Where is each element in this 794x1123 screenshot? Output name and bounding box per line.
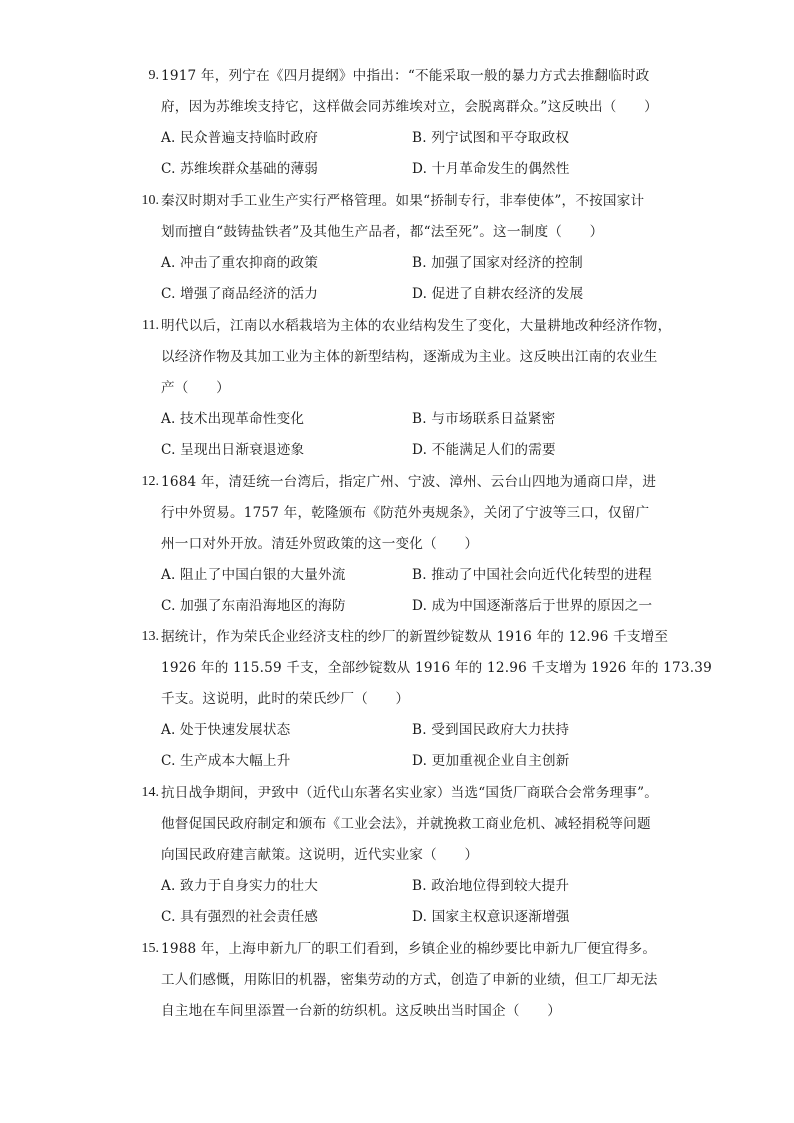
option-c: C. 增强了商品经济的活力: [161, 286, 319, 302]
option-a: A. 冲击了重农抑商的政策: [161, 255, 318, 271]
option-c: C. 加强了东南沿海地区的海防: [161, 598, 346, 614]
question-text-line: 工人们感慨，用陈旧的机器，密集劳动的方式，创造了申新的业绩，但工厂却无法: [161, 972, 658, 988]
question-number: 14.: [141, 785, 159, 800]
option-c: C. 苏维埃群众基础的薄弱: [161, 161, 319, 177]
option-a: A. 技术出现革命性变化: [161, 411, 305, 427]
question-text-line: 行中外贸易。1757 年，乾隆颁布《防范外夷规条》，关闭了宁波等三口，仅留广: [161, 505, 650, 521]
question-text-line: 1684 年，清廷统一台湾后，指定广州、宁波、漳州、云台山四地为通商口岸，进: [161, 474, 657, 490]
question-number: 9.: [148, 68, 159, 83]
option-d: D. 成为中国逐渐落后于世界的原因之一: [412, 598, 653, 614]
question-text-line: 以经济作物及其加工业为主体的新型结构，逐渐成为主业。这反映出江南的农业生: [161, 349, 658, 365]
question-number: 15.: [141, 941, 159, 956]
option-a: A. 民众普遍支持临时政府: [161, 130, 318, 146]
option-c: C. 呈现出日渐衰退迹象: [161, 442, 305, 458]
question-number: 11.: [142, 318, 159, 333]
question-text-line: 产（ ）: [161, 380, 230, 396]
option-d: D. 促进了自耕农经济的发展: [412, 286, 584, 302]
option-a: A. 致力于自身实力的壮大: [161, 878, 318, 894]
option-a: A. 处于快速发展状态: [161, 722, 291, 738]
option-b: B. 加强了国家对经济的控制: [412, 255, 583, 271]
option-b: B. 与市场联系日益紧密: [412, 411, 556, 427]
question-number: 12.: [141, 474, 159, 489]
question-text-line: 划而擅自“鼓铸盐铁者”及其他生产品者，都“法至死”。这一制度（ ）: [161, 224, 604, 240]
question-text-line: 向国民政府建言献策。这说明，近代实业家（ ）: [161, 847, 479, 863]
option-d: D. 国家主权意识逐渐增强: [412, 909, 570, 925]
option-d: D. 十月革命发生的偶然性: [412, 161, 570, 177]
question-text-line: 州一口对外开放。清廷外贸政策的这一变化（ ）: [161, 536, 479, 552]
option-b: B. 列宁试图和平夺取政权: [412, 130, 570, 146]
question-text-line: 1926 年的 115.59 千支，全部纱锭数从 1916 年的 12.96 千支增为 1926 年的 173.39: [161, 660, 712, 676]
question-text-line: 抗日战争期间，尹致中（近代山东著名实业家）当选“国货厂商联合会常务理事”。: [161, 785, 659, 801]
question-text-line: 1988 年，上海申新九厂的职工们看到，乡镇企业的棉纱要比申新九厂便宜得多。: [161, 941, 657, 957]
option-d: D. 更加重视企业自主创新: [412, 753, 570, 769]
question-text-line: 他督促国民政府制定和颁布《工业会法》，并就挽救工商业危机、减轻捐税等问题: [161, 816, 651, 832]
question-text-line: 自主地在车间里添置一台新的纺织机。这反映出当时国企（ ）: [161, 1003, 562, 1019]
option-c: C. 具有强烈的社会责任感: [161, 909, 319, 925]
question-text-line: 1917 年，列宁在《四月提纲》中指出：“不能采取一般的暴力方式去推翻临时政: [161, 68, 650, 84]
option-b: B. 推动了中国社会向近代化转型的进程: [412, 567, 652, 583]
question-text-line: 千支。这说明，此时的荣氏纱厂（ ）: [161, 691, 410, 707]
question-text-line: 府，因为苏维埃支持它，这样做会同苏维埃对立，会脱离群众。”这反映出（ ）: [161, 99, 658, 115]
question-number: 10.: [141, 193, 159, 208]
question-text-line: 据统计，作为荣氏企业经济支柱的纱厂的新置纱锭数从 1916 年的 12.96 千支增至: [161, 629, 669, 645]
option-d: D. 不能满足人们的需要: [412, 442, 556, 458]
question-text-line: 秦汉时期对手工业生产实行严格管理。如果“挢制专行，非奉使体”，不按国家计: [161, 193, 645, 209]
option-b: B. 政治地位得到较大提升: [412, 878, 570, 894]
option-c: C. 生产成本大幅上升: [161, 753, 291, 769]
option-b: B. 受到国民政府大力扶持: [412, 722, 570, 738]
question-number: 13.: [141, 629, 159, 644]
option-a: A. 阻止了中国白银的大量外流: [161, 567, 346, 583]
question-text-line: 明代以后，江南以水稻栽培为主体的农业结构发生了变化，大量耕地改种经济作物，: [161, 318, 672, 334]
